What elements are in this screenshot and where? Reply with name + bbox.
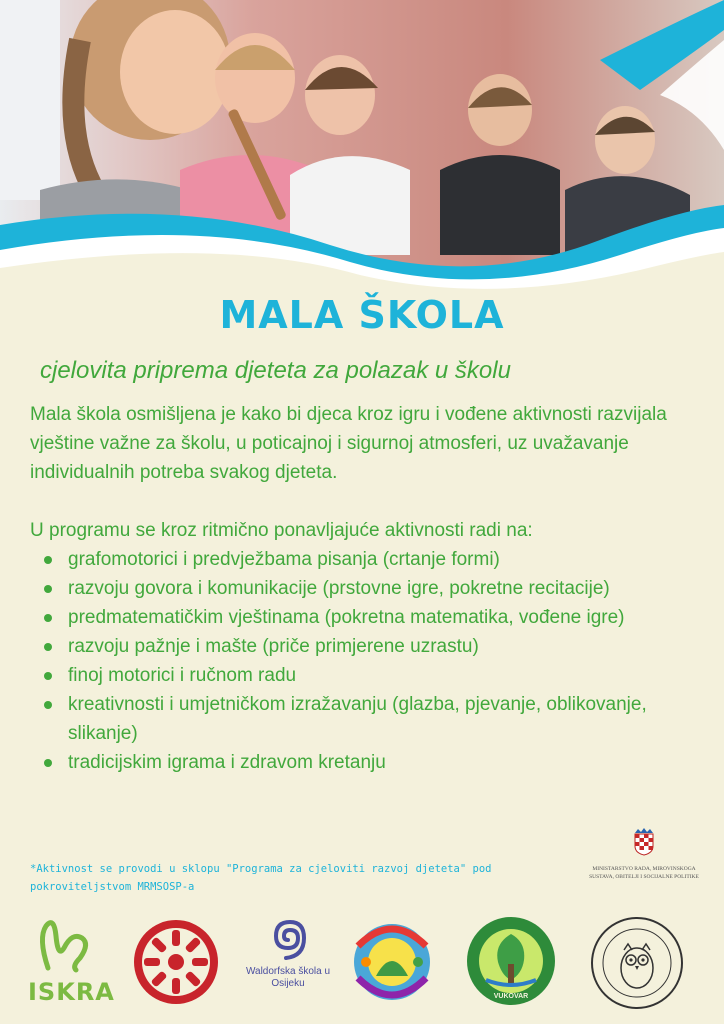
croatian-coat-of-arms-icon <box>633 828 655 856</box>
waldorf-logo <box>238 916 338 990</box>
list-item: razvoju govora i komunikacije (prstovne igre, pokretne recitacije) <box>68 574 700 603</box>
list-item: tradicijskim igrama i zdravom kretanju <box>68 748 700 777</box>
ministry-logo <box>584 828 704 881</box>
footnote: *Aktivnost se provodi u sklopu "Programa za cjeloviti razvoj djeteta" pod pokroviteljstvom MRMSOSP-a <box>30 863 492 893</box>
iskra-logo <box>28 918 128 1006</box>
intro-paragraph: Mala škola osmišljena je kako bi djeca kroz igru i vođene aktivnosti razvijala vještine važne za školu, u poticajnoj i sigurnoj atmosferi, uz uvažavanje individualnih potreba svakog djeteta. <box>30 404 667 483</box>
list-item: kreativnosti i umjetničkom izražavanju (glazba, pjevanje, oblikovanje, slikanje) <box>68 690 700 748</box>
list-item: predmatematičkim vještinama (pokretna matematika, vođene igre) <box>68 603 700 632</box>
partner-logos <box>0 910 724 1020</box>
iskra-label: ISKRA <box>28 978 115 1006</box>
vukovar-badge-icon <box>464 914 558 1008</box>
page-title: MALA ŠKOLA <box>219 293 505 337</box>
hero-photo <box>0 0 724 290</box>
rosette-logo <box>130 916 222 1008</box>
list-item: grafomotorici i predvježbama pisanja (crtanje formi) <box>68 545 700 574</box>
list-item: finoj motorici i ručnom radu <box>68 661 700 690</box>
page-subtitle: cjelovita priprema djeteta za polazak u školu <box>40 357 511 384</box>
waldorf-label: Waldorfska škola u Osijeku <box>245 966 331 989</box>
main-content <box>30 400 700 777</box>
rosette-icon <box>130 916 222 1008</box>
program-list <box>30 545 700 777</box>
vrtic-badge-icon <box>346 916 438 1008</box>
waldorf-spiral-icon <box>268 916 308 962</box>
vrtic-logo <box>346 916 438 1008</box>
hero-illustration <box>0 0 724 290</box>
iskra-swirl-icon <box>28 918 98 976</box>
list-item: razvoju pažnje i mašte (priče primjerene uzrastu) <box>68 632 700 661</box>
owl-badge-icon <box>588 914 686 1012</box>
program-lead: U programu se kroz ritmično ponavljajuće aktivnosti radi na: <box>30 520 533 541</box>
ministry-name: MINISTARSTVO RADA, MIROVINSKOGA SUSTAVA, OBITELJI I SOCIJALNE POLITIKE <box>589 866 699 880</box>
vukovar-school-logo <box>464 914 558 1008</box>
akademija-logo <box>588 914 686 1012</box>
vukovar-label: VUKOVAR <box>493 993 529 1000</box>
